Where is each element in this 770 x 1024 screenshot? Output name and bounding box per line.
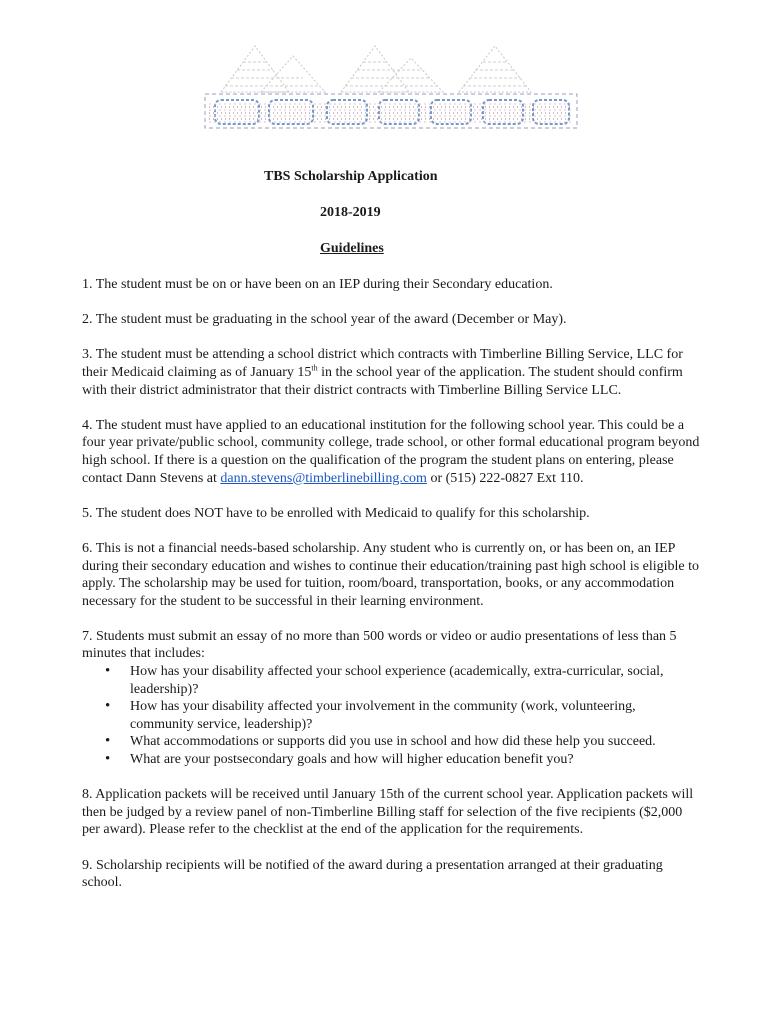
guidelines-body: [82, 276, 702, 892]
logo-wordmark-band: [205, 94, 577, 128]
guideline-2: 2. The student must be graduating in the school year of the award (December or May).: [82, 312, 567, 328]
list-item: • What accommodations or supports did you use in school and how did these help you succeed.: [82, 733, 702, 751]
contact-email-link[interactable]: dann.stevens@timberlinebilling.com: [220, 470, 427, 486]
guideline-3-text-a: 3. The student must be attending a school district which contracts with Timberline Billing Service, LLC for their Medicaid claiming as of January 15: [82, 347, 683, 380]
essay-questions-list: [82, 663, 702, 769]
school-year: 2018-2019: [320, 205, 381, 220]
list-item: • How has your disability affected your school experience (academically, extra-curricular, social, leadership)?: [82, 663, 702, 698]
guideline-1: 1. The student must be on or have been on an IEP during their Secondary education.: [82, 277, 553, 292]
guideline-7-intro: 7. Students must submit an essay of no more than 500 words or video or audio presentations of less than 5 minutes that includes:: [82, 628, 677, 662]
guidelines-heading: Guidelines: [320, 241, 384, 256]
guideline-6: 6. This is not a financial needs-based scholarship. Any student who is currently on, or has been on, an IEP during their secondary education and wishes to continue their education/training past high school is eligible to apply. The scholarship may be used for tuition, room/board, transportation, books, or any accommodation necessary for the student to be successful in their learning environment.: [82, 540, 700, 609]
list-item: • How has your disability affected your involvement in the community (work, volunteering, community service, leadership)?: [82, 698, 702, 733]
guideline-5: 5. The student does NOT have to be enrolled with Medicaid to qualify for this scholarship.: [82, 505, 590, 521]
guideline-4-text-b: or (515) 222-0827 Ext 110.: [426, 470, 584, 486]
page-title: TBS Scholarship Application: [264, 169, 438, 184]
ordinal-suffix: th: [311, 363, 318, 373]
guideline-4: [82, 417, 702, 487]
guideline-9: 9. Scholarship recipients will be notified of the award during a presentation arranged at their graduating school.: [82, 857, 663, 891]
guideline-8: 8. Application packets will be received until January 15th of the current school year. Application packets will then be judged by a review panel of non-Timberline Billing staff for selection of the five recipients ($2,000 per award). Please refer to the checklist at the end of the application for the requirements.: [82, 787, 694, 838]
list-item: • What are your postsecondary goals and how will higher education benefit you?: [82, 751, 702, 769]
mountain-peaks-icon: [221, 46, 531, 92]
guideline-3: [82, 346, 702, 399]
guideline-4-text-a: 4. The student must have applied to an educational institution for the following school year. This could be a four year private/public school, community college, trade school, or other formal educational program beyond high school. If there is a question on the qualification of the program the student plans on entering, please contact Dann Stevens at: [82, 417, 700, 486]
guideline-3-text-b: in the school year of the application. The student should confirm with their district administrator that their district contracts with Timberline Billing Service LLC.: [82, 364, 683, 398]
tbs-logo-image: [203, 44, 579, 136]
